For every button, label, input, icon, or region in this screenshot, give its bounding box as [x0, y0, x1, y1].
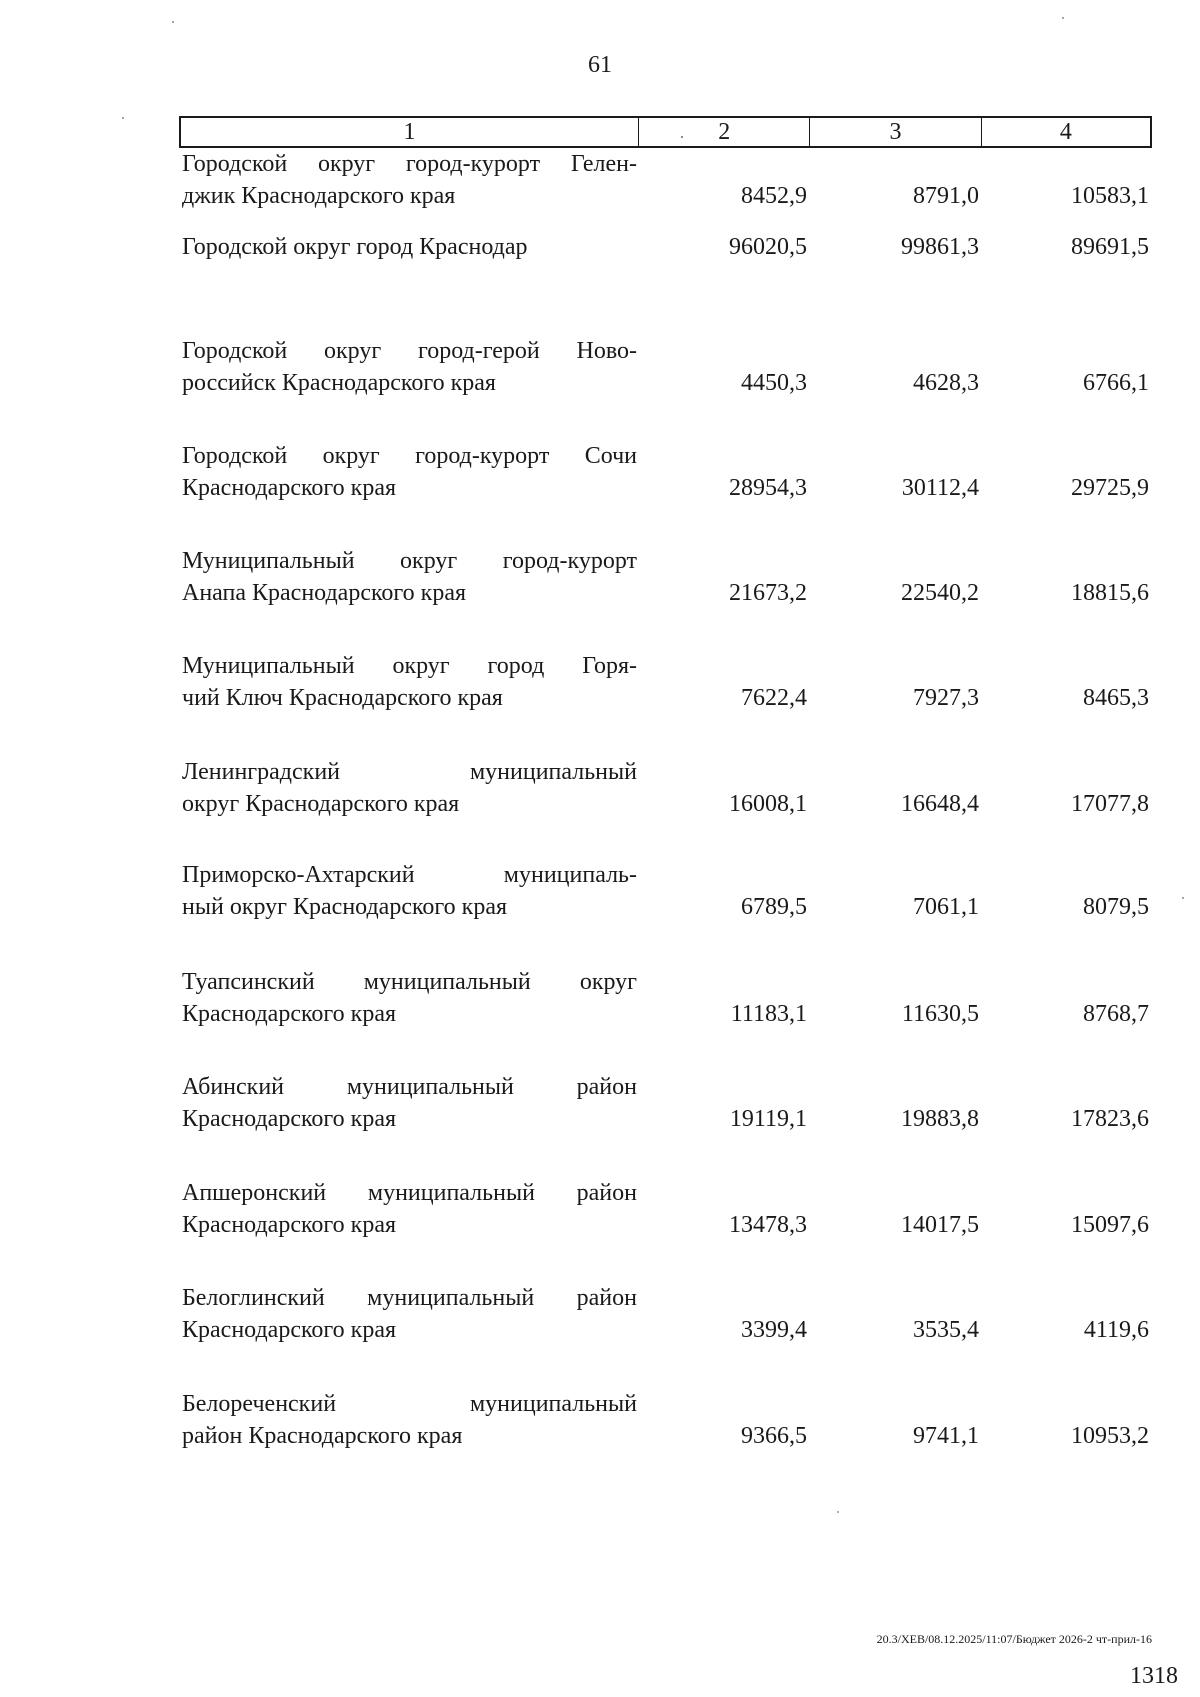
- value-col-3: 3535,4: [913, 1317, 979, 1343]
- region-name-line-1: Туапсинский муниципальный округ: [182, 969, 637, 995]
- table-row: [179, 650, 1152, 720]
- value-col-3: 7927,3: [913, 685, 979, 711]
- value-col-3: 19883,8: [901, 1106, 979, 1132]
- value-col-2: 7622,4: [741, 685, 807, 711]
- region-name: [179, 1177, 637, 1247]
- region-name-line-2: Краснодарского края: [182, 1106, 397, 1132]
- value-col-4: 17823,6: [1071, 1106, 1149, 1132]
- table-row: [179, 756, 1152, 826]
- value-col-4: 29725,9: [1071, 475, 1149, 501]
- value-col-4: 18815,6: [1071, 580, 1149, 606]
- table-row: [179, 231, 1152, 301]
- budget-table: [179, 116, 1152, 1449]
- table-row: [179, 335, 1152, 405]
- table-row: [179, 1388, 1152, 1458]
- region-name: [179, 859, 637, 929]
- value-col-2: 11183,1: [730, 1001, 807, 1027]
- region-name-line-2: Краснодарского края: [182, 1001, 397, 1027]
- table-row: [179, 1282, 1152, 1352]
- table-row: [179, 440, 1152, 510]
- header-col-4: 4: [981, 118, 1150, 146]
- table-row: [179, 859, 1152, 929]
- value-col-3: 99861,3: [901, 234, 979, 260]
- region-name: [179, 756, 637, 826]
- region-name: [179, 335, 637, 405]
- region-name-line-1: Белоглинский муниципальный район: [182, 1285, 637, 1311]
- value-col-4: 10583,1: [1071, 183, 1149, 209]
- region-name-line-1: Городской округ город-герой Ново-: [182, 338, 637, 364]
- region-name-line-2: Краснодарского края: [182, 1317, 397, 1343]
- header-col-1: 1: [403, 118, 416, 145]
- region-name-line-1: Городской округ город Краснодар: [182, 234, 528, 260]
- region-name-line-2: российск Краснодарского края: [182, 370, 496, 396]
- region-name: [179, 1071, 637, 1141]
- value-col-2: 21673,2: [729, 580, 807, 606]
- value-col-2: 3399,4: [741, 1317, 807, 1343]
- table-row: [179, 1177, 1152, 1247]
- region-name-line-1: Муниципальный округ город Горя-: [182, 653, 637, 679]
- region-name: [179, 440, 637, 510]
- region-name-line-1: Приморско-Ахтарский муниципаль-: [182, 862, 637, 888]
- document-code: 20.3/ХЕВ/08.12.2025/11:07/Бюджет 2026-2 чт-прил-16: [876, 1632, 1152, 1646]
- region-name-line-2: ный округ Краснодарского края: [182, 894, 508, 920]
- table-header: [179, 116, 1152, 148]
- region-name-line-2: Анапа Краснодарского края: [182, 580, 467, 606]
- page-number: 61: [588, 52, 612, 78]
- region-name-line-1: Городской округ город-курорт Гелен-: [182, 151, 637, 177]
- value-col-3: 11630,5: [901, 1001, 979, 1027]
- region-name-line-2: чий Ключ Краснодарского края: [182, 685, 503, 711]
- value-col-4: 6766,1: [1083, 370, 1149, 396]
- region-name: [179, 231, 637, 301]
- region-name: [179, 966, 637, 1036]
- value-col-2: 6789,5: [741, 894, 807, 920]
- region-name-line-2: джик Краснодарского края: [182, 183, 456, 209]
- value-col-2: 28954,3: [729, 475, 807, 501]
- region-name: [179, 148, 637, 218]
- value-col-3: 9741,1: [913, 1423, 979, 1449]
- value-col-3: 7061,1: [913, 894, 979, 920]
- value-col-3: 16648,4: [901, 791, 979, 817]
- region-name: [179, 1388, 637, 1458]
- region-name: [179, 1282, 637, 1352]
- table-row: [179, 966, 1152, 1036]
- region-name-line-1: Ленинградский муниципальный: [182, 759, 637, 785]
- value-col-2: 8452,9: [741, 183, 807, 209]
- value-col-3: 22540,2: [901, 580, 979, 606]
- value-col-4: 8768,7: [1083, 1001, 1149, 1027]
- table-row: [179, 1071, 1152, 1141]
- value-col-4: 8465,3: [1083, 685, 1149, 711]
- header-col-3: 3: [809, 118, 980, 146]
- value-col-4: 8079,5: [1083, 894, 1149, 920]
- value-col-4: 10953,2: [1071, 1423, 1149, 1449]
- region-name-line-2: Краснодарского края: [182, 1212, 397, 1238]
- region-name-line-2: Краснодарского края: [182, 475, 397, 501]
- region-name-line-1: Городской округ город-курорт Сочи: [182, 443, 637, 469]
- region-name: [179, 650, 637, 720]
- region-name: [179, 545, 637, 615]
- region-name-line-2: район Краснодарского края: [182, 1423, 463, 1449]
- region-name-line-1: Белореченский муниципальный: [182, 1391, 637, 1417]
- value-col-4: 4119,6: [1083, 1317, 1149, 1343]
- region-name-line-2: округ Краснодарского края: [182, 791, 460, 817]
- table-row: [179, 148, 1152, 218]
- value-col-4: 17077,8: [1071, 791, 1149, 817]
- value-col-4: 15097,6: [1071, 1212, 1149, 1238]
- footer-page-number: 1318: [1130, 1663, 1178, 1689]
- header-col-2: 2: [638, 118, 809, 146]
- region-name-line-1: Апшеронский муниципальный район: [182, 1180, 637, 1206]
- value-col-2: 4450,3: [741, 370, 807, 396]
- region-name-line-1: Муниципальный округ город-курорт: [182, 548, 637, 574]
- value-col-3: 14017,5: [901, 1212, 979, 1238]
- value-col-2: 19119,1: [729, 1106, 807, 1132]
- value-col-3: 30112,4: [901, 475, 979, 501]
- value-col-2: 96020,5: [729, 234, 807, 260]
- region-name-line-1: Абинский муниципальный район: [182, 1074, 637, 1100]
- value-col-3: 4628,3: [913, 370, 979, 396]
- value-col-4: 89691,5: [1071, 234, 1149, 260]
- value-col-3: 8791,0: [913, 183, 979, 209]
- table-row: [179, 545, 1152, 615]
- value-col-2: 9366,5: [741, 1423, 807, 1449]
- value-col-2: 16008,1: [729, 791, 807, 817]
- value-col-2: 13478,3: [729, 1212, 807, 1238]
